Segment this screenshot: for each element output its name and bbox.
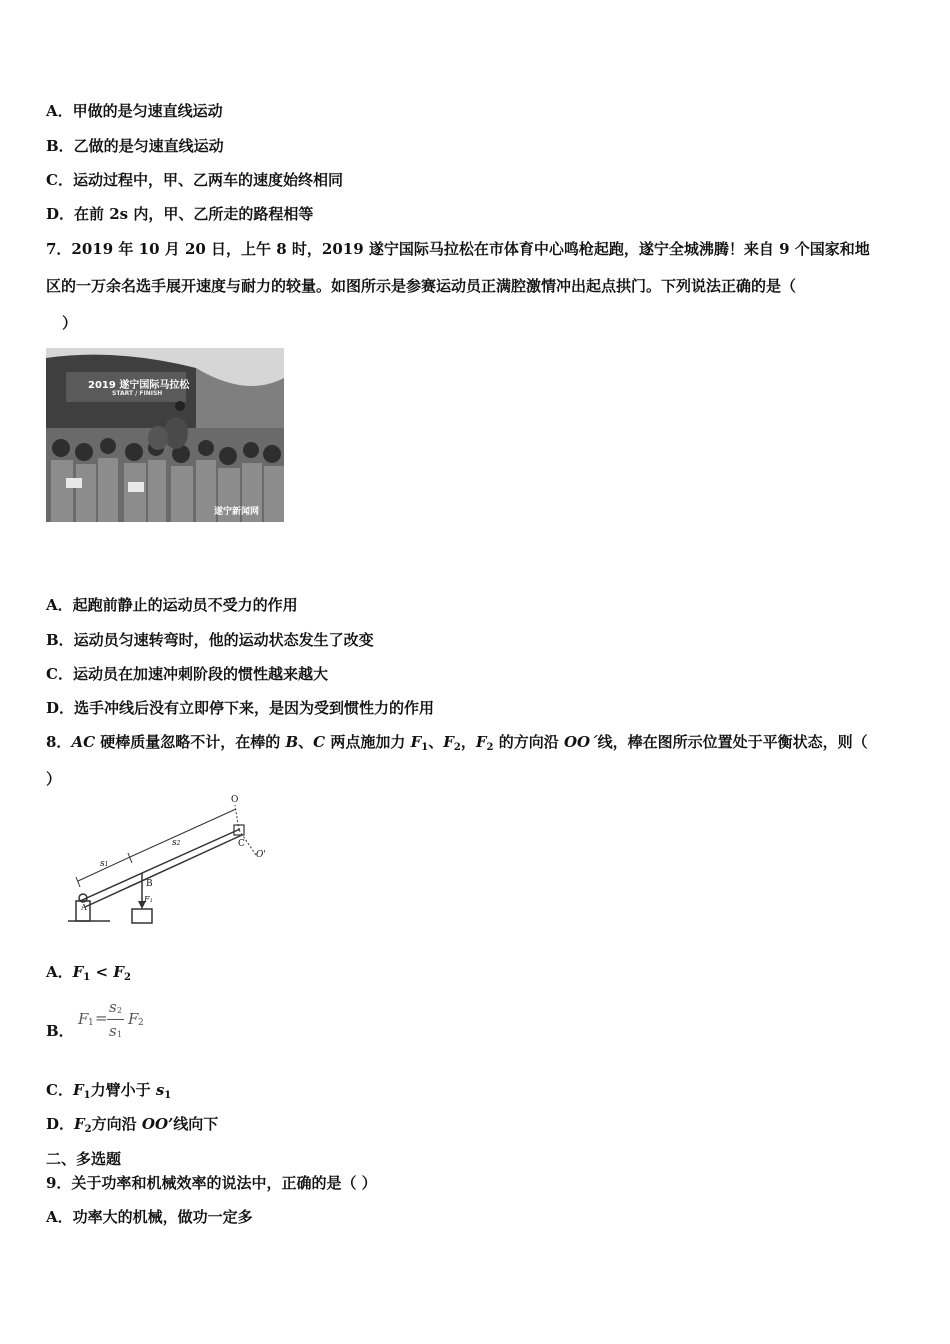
q8-text3: ， (460, 733, 476, 751)
q8-c-s-sub: 1 (164, 1090, 172, 1101)
banner-subtitle: START / FINISH (112, 390, 163, 397)
marathon-photo-art (46, 348, 284, 522)
label-a: A (81, 903, 87, 912)
label-s1-letter: s (100, 859, 105, 869)
q8-force-f2-sub: 2 (453, 742, 461, 753)
q8-stem-line2: ） (46, 770, 62, 788)
q8-text2: 两点施加力 (325, 733, 411, 751)
q8-force-f2: F (443, 733, 454, 751)
q8-ac: AC (71, 733, 96, 751)
q8-option-d (46, 1114, 218, 1140)
formula-eq: = (95, 1009, 108, 1027)
q8-text5: 线，棒在图所示位置处于平衡状态，则（ (597, 733, 868, 751)
q8-c-f: F (72, 1081, 84, 1099)
q7-stem-line3: ） (62, 314, 78, 332)
q7-option-b: B．运动员匀速转弯时，他的运动状态发生了改变 (46, 631, 374, 649)
formula-den-sub: 1 (117, 1030, 123, 1039)
q8-c-f-sub: 1 (83, 1090, 91, 1101)
q8-text1: 硬棒质量忽略不计，在棒的 (95, 733, 286, 751)
label-s1-sub: 1 (104, 861, 109, 868)
q8-a-op: < (90, 963, 114, 981)
q7-stem-line1: 7．2019 年 10 月 20 日，上午 8 时，2019 遂宁国际马拉松在市体育中心鸣枪起跑，遂宁全城沸腾！来自 9 个国家和地 (46, 240, 870, 258)
q8-force-f2b: F (475, 733, 487, 751)
q8-d-oo: OO’ (141, 1115, 174, 1133)
q6-option-b: B．乙做的是匀速直线运动 (46, 137, 224, 155)
formula-rhs: F (128, 1010, 139, 1028)
q8-number: 8． (46, 733, 72, 751)
q8-d-f-sub: 2 (84, 1124, 92, 1135)
banner-title: 2019 遂宁国际马拉松 (88, 380, 190, 391)
q7-option-c: C．运动员在加速冲刺阶段的惯性越来越大 (46, 665, 328, 683)
label-s2-sub: 2 (176, 840, 181, 847)
q8-c-letter: C． (46, 1081, 73, 1099)
section-title: 二、多选题 (46, 1150, 122, 1168)
q8-force-f2b-sub: 2 (486, 742, 494, 753)
q8-d-f: F (74, 1115, 85, 1133)
marathon-photo (46, 348, 284, 522)
formula-den: s (109, 1022, 117, 1040)
watermark-text: 遂宁新闻网 (214, 507, 260, 517)
q6-option-d: D．在前 2s 内，甲、乙所走的路程相等 (46, 205, 314, 223)
q8-sep: 、 (298, 733, 314, 751)
q8-d-text1: 方向沿 (91, 1115, 142, 1133)
q8-force-f1: F (410, 733, 422, 751)
q8-stem-line1 (46, 732, 868, 758)
q8-a-letter: A． (46, 963, 73, 981)
label-s1 (100, 859, 108, 869)
q6-option-a: A．甲做的是匀速直线运动 (46, 102, 223, 120)
label-f1 (144, 895, 153, 904)
q8-a-f1: F (72, 963, 84, 981)
label-f1-letter: F (144, 895, 150, 904)
q9-option-a: A．功率大的机械，做功一定多 (46, 1208, 253, 1226)
formula-fraction-bar (107, 1019, 124, 1020)
formula-lhs-sub: 1 (88, 1018, 94, 1028)
q8-sep2: 、 (428, 733, 444, 751)
label-f1-sub: 1 (149, 898, 153, 904)
q8-point-c: C (313, 733, 326, 751)
q8-force-f1-sub: 1 (421, 742, 429, 753)
label-b: B (146, 879, 153, 889)
q8-option-b-letter: B． (46, 1022, 74, 1040)
q7-option-a: A．起跑前静止的运动员不受力的作用 (46, 596, 298, 614)
q8-d-letter: D． (46, 1115, 75, 1133)
q8-text4: 的方向沿 (493, 733, 564, 751)
q8-c-text: 力臂小于 (90, 1081, 156, 1099)
q8-a-f2: F (113, 963, 124, 981)
q7-option-d: D．选手冲线后没有立即停下来，是因为受到惯性力的作用 (46, 699, 435, 717)
q8-option-c (46, 1080, 171, 1106)
label-s2 (172, 838, 180, 848)
lever-diagram (60, 795, 280, 930)
lever-diagram-art (60, 795, 280, 930)
q8-point-b: B (285, 733, 299, 751)
q8-c-s: s (155, 1081, 165, 1099)
formula-lhs: F (78, 1010, 89, 1028)
formula-num: s (109, 998, 117, 1016)
label-o: O (231, 795, 239, 805)
q8-a-f2-sub: 2 (123, 972, 131, 983)
q8-line-oo: OO´ (563, 733, 598, 751)
label-c: C (238, 839, 245, 849)
q8-d-text2: 线向下 (173, 1115, 219, 1133)
q6-option-c: C．运动过程中，甲、乙两车的速度始终相同 (46, 171, 343, 189)
label-o-prime: O' (256, 850, 266, 860)
q9-stem: 9．关于功率和机械效率的说法中，正确的是（ ） (46, 1174, 377, 1192)
q8-a-f1-sub: 1 (83, 972, 91, 983)
formula-rhs-sub: 2 (138, 1018, 144, 1028)
q8-option-a (46, 962, 131, 988)
formula-num-sub: 2 (117, 1006, 123, 1015)
label-s2-letter: s (172, 838, 177, 848)
q7-stem-line2: 区的一万余名选手展开速度与耐力的较量。如图所示是参赛运动员正满腔激情冲出起点拱门。下列说法正确的是（ (46, 277, 797, 295)
q8-option-b-formula (78, 998, 168, 1048)
